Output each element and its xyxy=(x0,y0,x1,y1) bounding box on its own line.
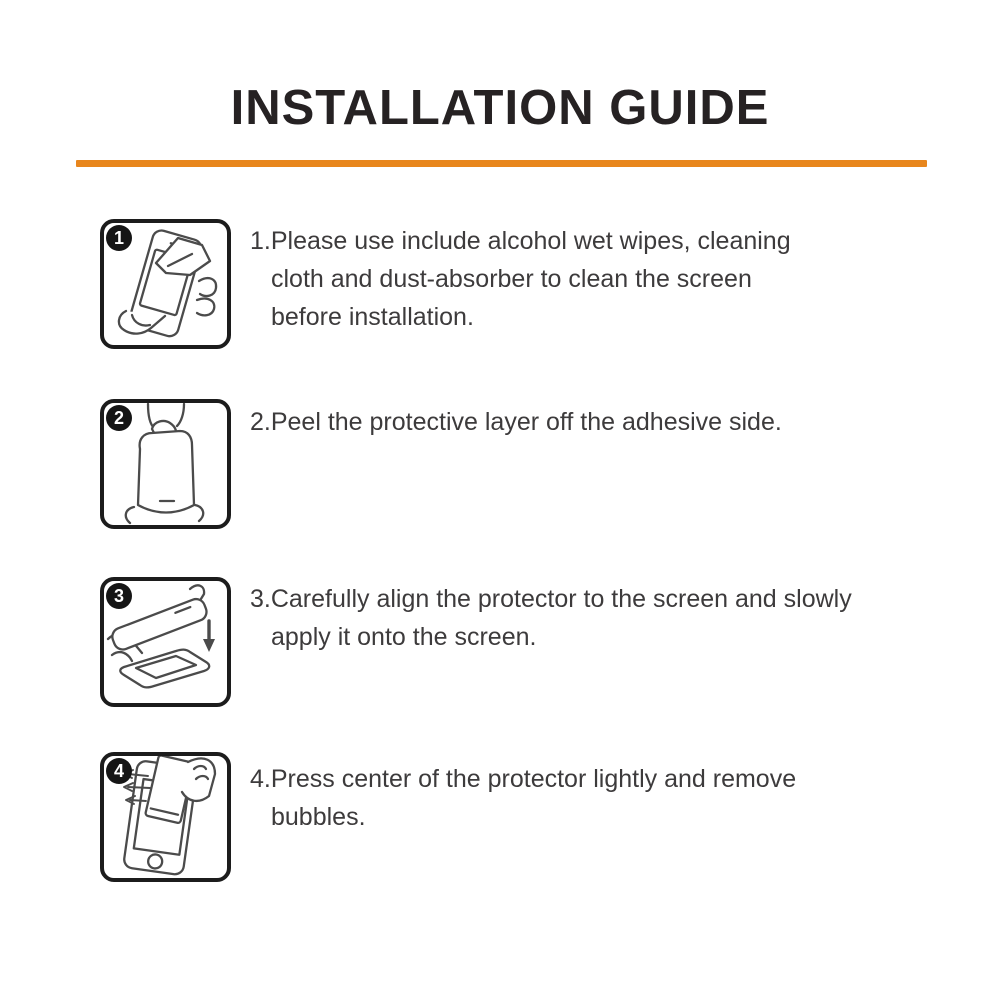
step-1-line-3: before installation. xyxy=(271,303,474,331)
step-3-number-badge: 3 xyxy=(106,583,132,609)
step-4-number-badge: 4 xyxy=(106,758,132,784)
step-2-number-badge: 2 xyxy=(106,405,132,431)
step-4-illustration-box xyxy=(100,752,231,882)
step-3-text xyxy=(250,580,852,656)
page-title: INSTALLATION GUIDE xyxy=(230,81,770,135)
step-1-line-2: cloth and dust-absorber to clean the screen xyxy=(271,265,752,293)
step-2-illustration-box xyxy=(100,399,231,529)
step-2-line-1: 2.Peel the protective layer off the adhesive side. xyxy=(250,408,782,436)
step-1-illustration-box xyxy=(100,219,231,349)
step-3-line-2: apply it onto the screen. xyxy=(271,623,537,651)
step-3-illustration-box xyxy=(100,577,231,707)
step-4-line-2: bubbles. xyxy=(271,803,366,831)
step-4-line-1: 4.Press center of the protector lightly and remove xyxy=(250,765,797,793)
down-arrow-icon xyxy=(203,621,215,652)
step-1-text xyxy=(250,222,791,336)
step-1-number-badge: 1 xyxy=(106,225,132,251)
step-1-line-1: 1.Please use include alcohol wet wipes, cleaning xyxy=(250,227,791,255)
accent-divider xyxy=(76,160,927,167)
step-4-text xyxy=(250,760,796,836)
step-2-text xyxy=(250,403,782,441)
step-3-line-1: 3.Carefully align the protector to the screen and slowly xyxy=(250,585,852,613)
